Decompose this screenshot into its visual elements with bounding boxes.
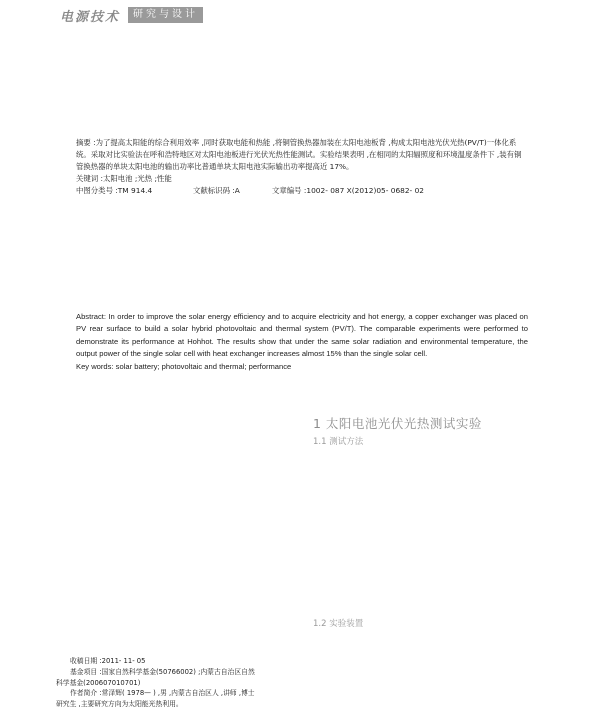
article-number: 文章编号 :1002- 087 X(2012)05- 0682- 02 <box>272 186 424 195</box>
abstract-zh-body: 摘要 :为了提高太阳能的综合利用效率 ,同时获取电能和热能 ,将铜管换热器加装在太阳电池板背 ,构成太阳电池光伏光热(PV/T)一体化系统。采取对比实验法在呼和浩特地区对太阳电池板进行光伏光热性能测试。实验结果表明 ,在相同的太阳辐照度和环境温度条件下 ,装有铜管换热器的单块太阳电池的输出功率比普通单块太阳电池实际输出功率提高近 17%。 <box>76 138 522 171</box>
abstract-en-body: Abstract: In order to improve the solar energy efficiency and to acquire electricity and hot energy, a copper exchanger was placed on PV rear surface to build a solar hybrid photovoltaic and thermal system (PV/T). The comparable experiments were performed to demonstrate its performance at Hohhot. The results show that under the same solar radiation and environmental temperature, the output power of the single solar cell with heat exchanger increases almost 15% than the single solar cell. <box>76 312 528 359</box>
classification-number: 中图分类号 :TM 914.4 <box>76 186 153 195</box>
author-line-2: 研究生 ,主要研究方向为太阳能光热利用。 <box>56 700 183 709</box>
subsection-1-1-title: 1.1 测试方法 <box>313 437 364 447</box>
footnotes <box>56 656 306 710</box>
running-header <box>60 6 203 24</box>
author-line-1: 作者简介 :常泽辉( 1978— ) ,男 ,内蒙古自治区人 ,讲师 ,博士 <box>70 689 255 698</box>
chinese-abstract <box>76 137 528 197</box>
section-tag: 研究与设计 <box>128 7 203 23</box>
fund-line-2: 科学基金(200607010701) <box>56 678 141 687</box>
journal-brand: 电源技术 <box>60 9 121 25</box>
document-code: 文献标识码 :A <box>193 186 240 195</box>
keywords-en: Key words: solar battery; photovoltaic and thermal; performance <box>76 361 292 371</box>
section-1-title: 1 太阳电池光伏光热测试实验 <box>313 416 482 431</box>
subsection-1-2-title: 1.2 实验装置 <box>313 619 364 629</box>
english-abstract <box>76 311 528 373</box>
received-date: 收稿日期 :2011- 11- 05 <box>70 657 146 665</box>
article-meta-row <box>76 185 528 197</box>
fund-line-1: 基金项目 :国家自然科学基金(50766002) ;内蒙古自治区自然 <box>70 667 255 676</box>
keywords-zh: 关键词 :太阳电池 ;光热 ;性能 <box>76 174 172 183</box>
